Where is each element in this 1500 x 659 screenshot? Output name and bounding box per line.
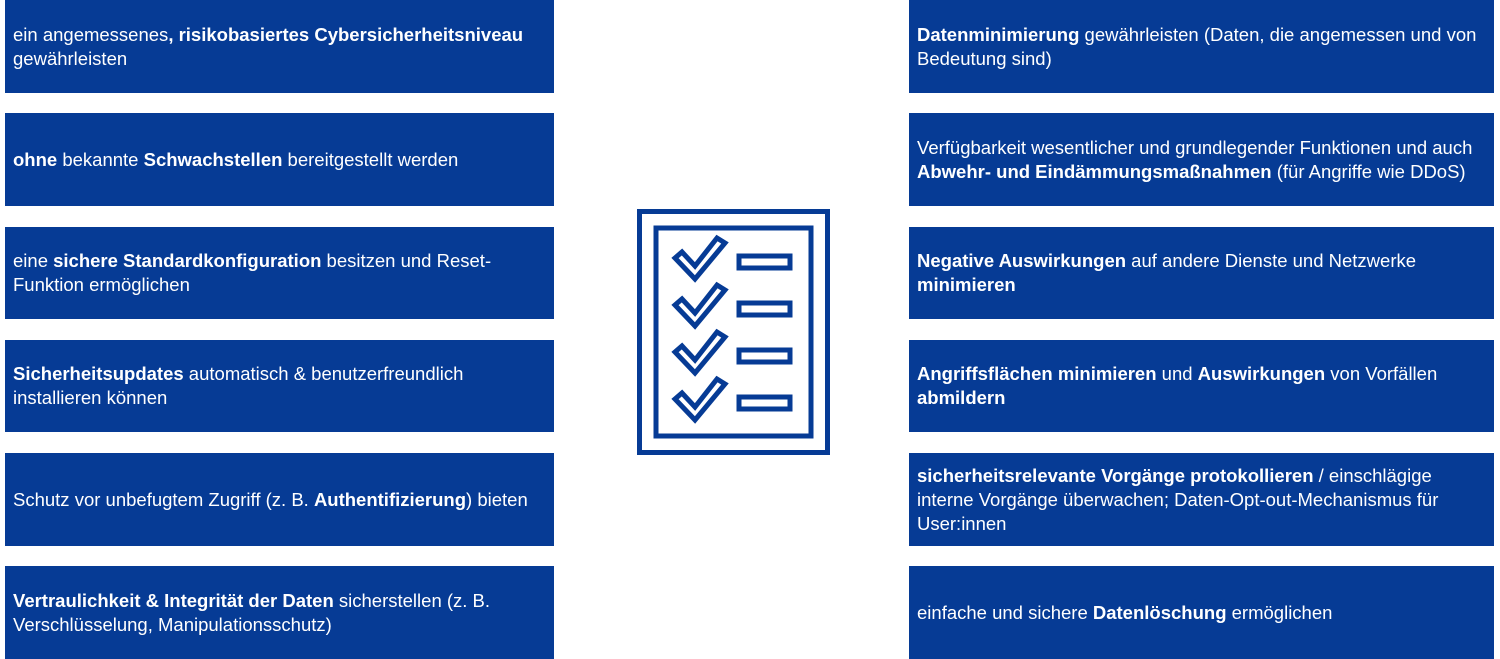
checkmark-icon-4 — [675, 379, 725, 420]
left-requirement-5 — [5, 453, 554, 546]
emphasis-text: Cybersicherheitsniveau — [314, 23, 524, 45]
right-requirement-4 — [909, 340, 1494, 432]
body-text: bekannte — [57, 148, 144, 170]
body-text: ein angemessenes — [13, 23, 169, 45]
body-text: von Vorfällen — [1325, 363, 1438, 384]
body-text: auf andere Dienste und Netzwerke — [1126, 250, 1417, 271]
right-requirement-2-text — [917, 136, 1486, 184]
emphasis-text: Auswirkungen — [1197, 363, 1326, 384]
left-requirement-2-text — [13, 148, 458, 172]
body-text: (für Angriffe wie DDoS) — [1271, 160, 1466, 182]
right-requirement-5-text — [917, 464, 1486, 536]
body-text: Verfügbarkeit wesentlicher und grundlegender Funktionen und auch — [917, 136, 1473, 158]
emphasis-text: Authentifizierung — [313, 488, 467, 510]
emphasis-text: Datenlöschung — [1092, 601, 1227, 623]
left-requirement-1 — [5, 0, 554, 93]
body-text: gewährleisten (Daten, die angemessen und von Bedeutung sind) — [917, 23, 1477, 69]
left-requirement-2 — [5, 113, 554, 206]
emphasis-text: Negative Auswirkungen — [917, 250, 1127, 271]
left-requirement-3 — [5, 227, 554, 319]
emphasis-text: , risikobasiertes — [168, 23, 310, 45]
body-text: Schutz vor unbefugtem Zugriff (z. B. — [13, 488, 314, 510]
checklist-icon — [637, 209, 830, 455]
right-requirement-3-text — [917, 249, 1486, 297]
left-requirement-5-text — [13, 488, 528, 512]
emphasis-text: Schwachstellen — [143, 148, 283, 170]
emphasis-text: Angriffsflächen minimieren — [917, 363, 1157, 384]
right-requirement-1-text — [917, 23, 1486, 71]
body-text: eine — [13, 250, 54, 271]
body-text: ) bieten — [466, 488, 528, 510]
emphasis-text: Sicherheitsupdates — [13, 363, 184, 384]
emphasis-text: abmildern — [917, 387, 1006, 408]
checklist-outer-frame — [640, 212, 828, 453]
emphasis-text: sicherheitsrelevante Vorgänge protokollieren — [917, 464, 1314, 486]
emphasis-text: Abwehr- und Eindämmungsmaßnahmen — [917, 160, 1272, 182]
body-text: / einschlägige interne Vorgänge überwachen; Daten-Opt-out-Mechanismus für User:innen — [917, 464, 1439, 534]
left-requirement-6-text — [13, 589, 546, 637]
emphasis-text: sichere Standardkonfiguration — [53, 250, 322, 271]
right-requirement-6-text — [917, 601, 1332, 625]
checklist-line-1 — [739, 256, 790, 268]
right-requirement-4-text — [917, 362, 1486, 410]
body-text: sicherstellen (z. B. Verschlüsselung, Manipulationsschutz) — [13, 589, 491, 635]
checklist-line-3 — [739, 350, 790, 362]
left-requirement-6 — [5, 566, 554, 659]
body-text: gewährleisten — [13, 47, 128, 69]
body-text: ermöglichen — [1226, 601, 1333, 623]
body-text: automatisch & benutzerfreundlich installieren können — [13, 363, 464, 408]
right-requirement-5 — [909, 453, 1494, 546]
emphasis-text: Datenminimierung — [917, 23, 1080, 45]
body-text: bereitgestellt werden — [282, 148, 459, 170]
checkmark-icon-3 — [675, 332, 725, 373]
emphasis-text: Vertraulichkeit & Integrität der Daten — [13, 589, 334, 611]
left-requirement-4 — [5, 340, 554, 432]
right-requirement-2 — [909, 113, 1494, 206]
left-requirement-4-text — [13, 362, 546, 410]
left-requirement-3-text — [13, 249, 546, 297]
checklist-line-4 — [739, 397, 790, 409]
right-requirement-6 — [909, 566, 1494, 659]
body-text: besitzen und Reset-Funktion ermöglichen — [13, 250, 492, 295]
right-requirement-3 — [909, 227, 1494, 319]
emphasis-text: ohne — [13, 148, 58, 170]
body-text: und — [1156, 363, 1198, 384]
checkmark-icon-2 — [675, 285, 725, 326]
body-text: einfache und sichere — [917, 601, 1093, 623]
emphasis-text: minimieren — [917, 274, 1016, 295]
checklist-line-2 — [739, 303, 790, 315]
checkmark-icon-1 — [675, 238, 725, 279]
left-requirement-1-text — [13, 23, 546, 71]
right-requirement-1 — [909, 0, 1494, 93]
